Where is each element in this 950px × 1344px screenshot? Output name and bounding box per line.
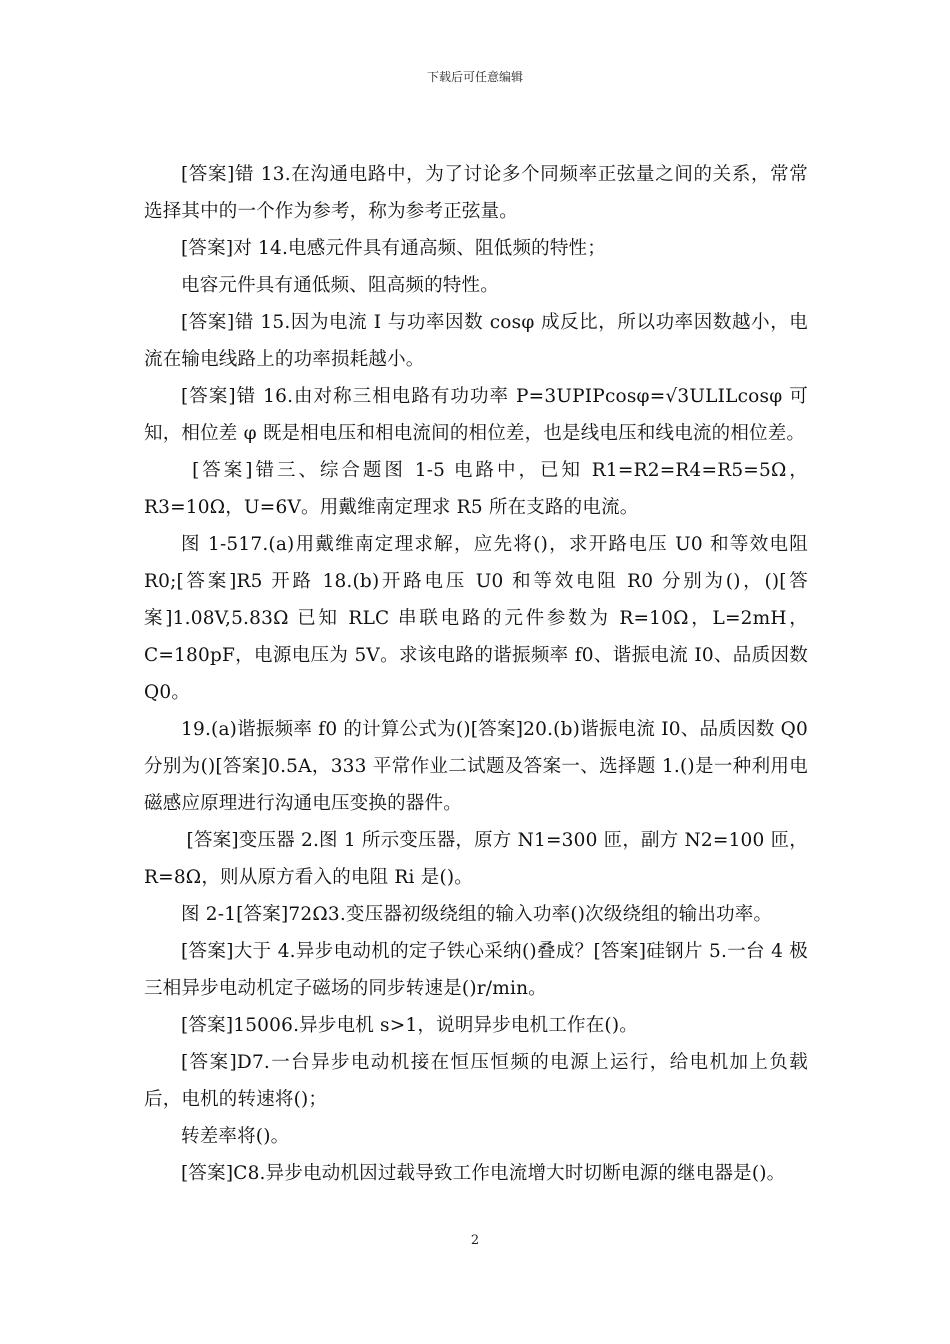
page-header: 下载后可任意编辑 bbox=[426, 70, 523, 84]
paragraph-answer-8: [答案]C8.异步电动机因过载导致工作电流增大时切断电源的继电器是()。 bbox=[181, 1163, 786, 1184]
paragraph-answer-15: [答案]错 15.因为电流 I 与功率因数 cosφ 成反比，所以功率因数越小，电流在输电线路上的功率损耗越小。 bbox=[144, 312, 808, 370]
paragraph-answer-transformer: [答案]变压器 2.图 1 所示变压器，原方 N1=300 匝，副方 N2=100 匝，R=8Ω，则从原方看入的电阻 Ri 是()。 bbox=[144, 830, 808, 888]
paragraph-capacitor: 电容元件具有通低频、阻高频的特性。 bbox=[181, 275, 499, 296]
document-body bbox=[144, 156, 808, 1192]
paragraph-question-17-18: 图 1-517.(a)用戴维南定理求解，应先将()，求开路电压 U0 和等效电阻 R0;[答案]R5 开路 18.(b)开路电压 U0 和等效电阻 R0 分别为()，()[答案]1.08V,5.83Ω 已知 RLC 串联电路的元件参数为 R=10Ω，L=2mH，C=180pF，电源电压为 5V。求该电路的谐振频率 f0、谐振电流 I0、品质因数 Q0。 bbox=[144, 534, 808, 703]
page-number: 2 bbox=[470, 1233, 480, 1248]
paragraph-answer-14: [答案]对 14.电感元件具有通高频、阻低频的特性； bbox=[181, 238, 606, 259]
paragraph-figure-2-1: 图 2-1[答案]72Ω3.变压器初级绕组的输入功率()次级绕组的输出功率。 bbox=[181, 904, 773, 925]
paragraph-answer-6: [答案]15006.异步电机 s>1，说明异步电机工作在()。 bbox=[181, 1015, 638, 1036]
paragraph-comprehensive: [答案]错三、综合题图 1-5 电路中，已知 R1=R2=R4=R5=5Ω，R3=10Ω，U=6V。用戴维南定理求 R5 所在支路的电流。 bbox=[144, 460, 808, 518]
paragraph-question-19-20: 19.(a)谐振频率 f0 的计算公式为()[答案]20.(b)谐振电流 I0、品质因数 Q0 分别为()[答案]0.5A，333 平常作业二试题及答案一、选择题 1.()是一种利用电磁感应原理进行沟通电压变换的器件。 bbox=[144, 719, 808, 814]
paragraph-answer-16: [答案]错 16.由对称三相电路有功功率 P=3UPIPcosφ=√3ULILcosφ 可知，相位差 φ 既是相电压和相电流间的相位差，也是线电压和线电流的相位差。 bbox=[144, 386, 808, 444]
paragraph-answer-4-5: [答案]大于 4.异步电动机的定子铁心采纳()叠成？[答案]硅钢片 5.一台 4 极三相异步电动机定子磁场的同步转速是()r/min。 bbox=[144, 941, 808, 999]
paragraph-slip: 转差率将()。 bbox=[181, 1126, 290, 1147]
paragraph-answer-13: [答案]错 13.在沟通电路中，为了讨论多个同频率正弦量之间的关系，常常选择其中的一个作为参考，称为参考正弦量。 bbox=[144, 164, 808, 222]
paragraph-answer-7: [答案]D7.一台异步电动机接在恒压恒频的电源上运行，给电机加上负载后，电机的转速将()； bbox=[144, 1052, 808, 1110]
